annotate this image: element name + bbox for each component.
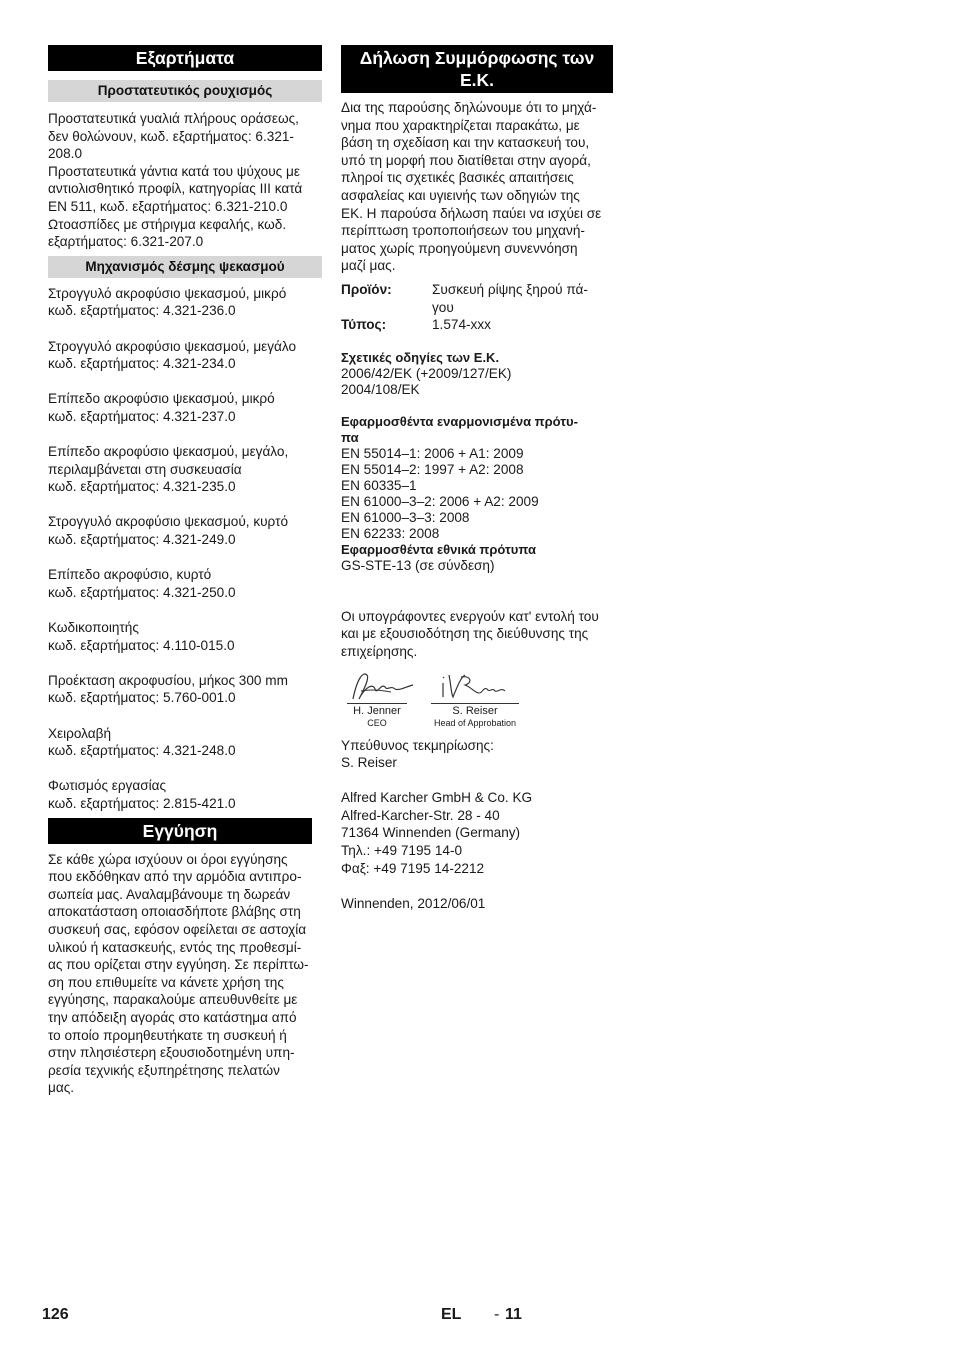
- right-column: [341, 45, 613, 912]
- standard-item: EN 61000–3–3: 2008: [341, 509, 470, 525]
- text-line: μαζί μας.: [341, 258, 396, 274]
- text-line: υπό τη μορφή που διατίθεται στην αγορά,: [341, 152, 591, 168]
- standard-item: EN 55014–1: 2006 + A1: 2009: [341, 445, 524, 461]
- protective-clothing-heading: Προστατευτικός ρουχισμός: [48, 80, 322, 102]
- list-item: [48, 777, 322, 812]
- list-item: [48, 390, 322, 425]
- signature-reiser: [431, 669, 519, 729]
- standard-item: EN 60335–1: [341, 477, 417, 493]
- item-code: κωδ. εξαρτήματος: 4.321-236.0: [48, 303, 236, 319]
- text-line: 208.0: [48, 146, 83, 162]
- standard-item: EN 62233: 2008: [341, 525, 440, 541]
- list-item: [48, 513, 322, 548]
- heading-line: πα: [341, 429, 359, 445]
- text-line: ΕΚ. Η παρούσα δήλωση παύει να ισχύει σε: [341, 205, 602, 221]
- standard-item: EN 61000–3–2: 2006 + A2: 2009: [341, 493, 539, 509]
- doc-responsible-name: S. Reiser: [341, 755, 397, 771]
- text-line: στην πλησιέστερη εξουσιοδοτημένη υπη-: [48, 1045, 295, 1061]
- signatures-block: [341, 669, 613, 731]
- list-item: [48, 672, 322, 707]
- doc-responsible-label: Υπεύθυνος τεκμηρίωσης:: [341, 737, 494, 753]
- signature-jenner: [347, 669, 407, 729]
- item-title: Φωτισμός εργασίας: [48, 778, 167, 794]
- address-line: 71364 Winnenden (Germany): [341, 825, 521, 841]
- address-line: Φαξ: +49 7195 14-2212: [341, 860, 485, 876]
- text-line: επιχείρησης.: [341, 643, 418, 659]
- item-code: κωδ. εξαρτήματος: 4.321-248.0: [48, 743, 236, 759]
- item-title: Επίπεδο ακροφύσιο, κυρτό: [48, 567, 212, 583]
- signatory-role: CEO: [367, 717, 387, 728]
- list-item: [48, 338, 322, 373]
- item-code: κωδ. εξαρτήματος: 4.321-235.0: [48, 479, 236, 495]
- text-line: Οι υπογράφοντες ενεργούν κατ' εντολή του: [341, 608, 599, 624]
- item-title: Κωδικοποιητής: [48, 620, 139, 636]
- signatory-name: H. Jenner: [347, 703, 407, 717]
- signatories-text: [341, 608, 613, 661]
- item-title: Προέκταση ακροφυσίου, μήκος 300 mm: [48, 672, 288, 688]
- text-line: αντιολισθητικό προφίλ, κατηγορίας III κατά: [48, 181, 303, 197]
- item-code: κωδ. εξαρτήματος: 4.321-237.0: [48, 408, 236, 424]
- text-line: Ωτοασπίδες με στήριγμα κεφαλής, κωδ.: [48, 216, 287, 232]
- type-value: 1.574-xxx: [432, 317, 491, 333]
- heading-line: Δήλωση Συμμόρφωσης των: [359, 48, 595, 68]
- page-number: 126: [42, 1306, 69, 1323]
- text-line: το οποίο προμηθευτήκατε τη συσκευή ή: [48, 1027, 287, 1043]
- list-item: [48, 443, 322, 496]
- text-line: ρεσία τεχνικής εξυπηρέτησης πελατών: [48, 1062, 280, 1078]
- text-line: ας που ορίζεται στην εγγύηση. Σε περίπτω-: [48, 957, 309, 973]
- directives-heading: Σχετικές οδηγίες των Ε.Κ.: [341, 349, 500, 365]
- type-row: [341, 316, 613, 334]
- harmonised-standards-list: [341, 446, 613, 542]
- text-line: ματος χωρίς προηγούμενη συνεννόηση: [341, 240, 578, 256]
- text-line: που εκδόθηκαν από την αρμόδια αντιπρο-: [48, 869, 302, 885]
- jet-items-list: [48, 285, 322, 813]
- text-line: ασφαλείας και υγιεινής των οδηγιών της: [341, 187, 580, 203]
- signatory-role: Head of Approbation: [433, 717, 517, 728]
- company-address: [341, 789, 613, 877]
- list-item: [48, 285, 322, 320]
- text-line: EN 511, κωδ. εξαρτήματος: 6.321-210.0: [48, 198, 288, 214]
- directive-item: 2006/42/EK (+2009/127/EK): [341, 365, 512, 381]
- text-line: την απόδειξη αγοράς στο κατάστημα από: [48, 1009, 297, 1025]
- heading-line: Εφαρμοσθέντα εναρμονισμένα πρότυ-: [341, 413, 578, 429]
- text-line: και με εξουσιοδότηση της διεύθυνσης της: [341, 626, 589, 642]
- list-item: [48, 619, 322, 654]
- text-line: νημα που χαρακτηρίζεται παρακάτω, με: [341, 117, 580, 133]
- place-date: Winnenden, 2012/06/01: [341, 895, 486, 911]
- item-code: κωδ. εξαρτήματος: 5.760-001.0: [48, 690, 236, 706]
- product-value: [432, 281, 613, 316]
- list-item: [48, 725, 322, 760]
- item-code: κωδ. εξαρτήματος: 4.321-249.0: [48, 532, 236, 548]
- footer-dash: -: [494, 1306, 500, 1323]
- harmonised-standards-heading: [341, 414, 613, 446]
- item-subtitle: περιλαμβάνεται στη συσκευασία: [48, 461, 242, 477]
- ec-declaration-heading: [341, 45, 613, 93]
- address-line: Τηλ.: +49 7195 14-0: [341, 843, 463, 859]
- signature-jenner-mark: [347, 669, 417, 703]
- text-line: αποκατάσταση οποιασδήποτε βλάβης στη: [48, 904, 301, 920]
- text-line: πληροί τις σχετικές βασικές απαιτήσεις: [341, 170, 574, 186]
- text-line: εξαρτήματος: 6.321-207.0: [48, 234, 204, 250]
- item-code: κωδ. εξαρτήματος: 4.321-250.0: [48, 584, 236, 600]
- text-line: Δια της παρούσης δηλώνουμε ότι το μηχά-: [341, 100, 597, 115]
- item-title: Στρογγυλό ακροφύσιο ψεκασμού, μεγάλο: [48, 338, 297, 354]
- list-item: [48, 566, 322, 601]
- product-row: [341, 281, 613, 316]
- item-title: Επίπεδο ακροφύσιο ψεκασμού, μεγάλο,: [48, 444, 289, 460]
- item-code: κωδ. εξαρτήματος: 4.110-015.0: [48, 637, 235, 653]
- heading-line: Ε.Κ.: [459, 70, 495, 90]
- text-line: δεν θολώνουν, κωδ. εξαρτήματος: 6.321-: [48, 128, 294, 144]
- warranty-heading: Εγγύηση: [48, 818, 312, 844]
- national-standards-heading: Εφαρμοσθέντα εθνικά πρότυπα: [341, 541, 536, 557]
- text-line: Προστατευτικά γάντια κατά του ψύχους με: [48, 163, 300, 179]
- item-title: Επίπεδο ακροφύσιο ψεκασμού, μικρό: [48, 391, 275, 407]
- item-title: Στρογγυλό ακροφύσιο ψεκασμού, μικρό: [48, 285, 287, 301]
- item-code: κωδ. εξαρτήματος: 2.815-421.0: [48, 795, 236, 811]
- item-code: κωδ. εξαρτήματος: 4.321-234.0: [48, 356, 236, 372]
- warranty-text: [48, 851, 322, 1097]
- left-column: [48, 45, 322, 1097]
- address-line: Alfred-Karcher-Str. 28 - 40: [341, 807, 500, 823]
- item-title: Στρογγυλό ακροφύσιο ψεκασμού, κυρτό: [48, 514, 289, 530]
- text-line: βάση τη σχεδίαση και την κατασκευή του,: [341, 135, 590, 151]
- text-line: Συσκευή ρίψης ξηρού πά-: [432, 281, 588, 297]
- text-line: εγγύησης, παρακαλούμε απευθυνθείτε με: [48, 992, 298, 1008]
- text-line: μας.: [48, 1080, 75, 1096]
- sub-page-number: 11: [505, 1306, 522, 1323]
- text-line: σωπεία μας. Αναλαμβάνουμε τη δωρεάν: [48, 886, 291, 902]
- standard-item: EN 55014–2: 1997 + A2: 2008: [341, 461, 524, 477]
- signatory-name: S. Reiser: [431, 703, 519, 717]
- address-line: Alfred Karcher GmbH & Co. KG: [341, 790, 533, 806]
- text-line: γου: [432, 299, 454, 315]
- item-title: Χειρολαβή: [48, 725, 112, 741]
- declaration-intro: [341, 99, 613, 275]
- protective-clothing-text: [48, 110, 322, 251]
- language-code: EL: [441, 1306, 462, 1323]
- text-line: Σε κάθε χώρα ισχύουν οι όροι εγγύησης: [48, 851, 288, 867]
- jet-mechanism-heading: Μηχανισμός δέσμης ψεκασμού: [48, 256, 322, 278]
- signature-reiser-mark: [437, 669, 513, 703]
- product-label: Προϊόν:: [341, 281, 392, 297]
- text-line: συσκευή σας, εφόσον οφείλεται σε αστοχία: [48, 921, 307, 937]
- text-line: υλικού ή κατασκευής, εντός της προθεσμί-: [48, 939, 302, 955]
- text-line: περίπτωση τροποποιήσεων του μηχανή-: [341, 223, 585, 239]
- text-line: Προστατευτικά γυαλιά πλήρους οράσεως,: [48, 111, 299, 126]
- type-label: Τύπος:: [341, 317, 387, 333]
- national-standard-item: GS-STE-13 (σε σύνδεση): [341, 557, 495, 573]
- text-line: ση που επιθυμείτε να κάνετε χρήση της: [48, 974, 284, 990]
- directive-item: 2004/108/EK: [341, 381, 420, 397]
- accessories-heading: Εξαρτήματα: [48, 45, 322, 71]
